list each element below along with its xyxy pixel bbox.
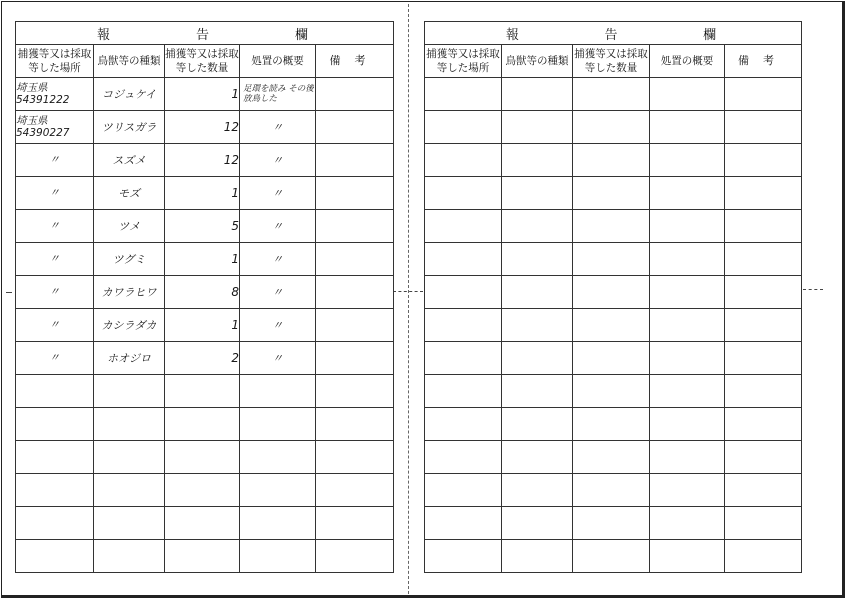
cell-species — [502, 540, 573, 573]
cell-treatment: 〃 — [240, 210, 316, 243]
header-remarks: 備考 — [316, 45, 394, 78]
cell-location — [16, 474, 94, 507]
cell-location — [16, 507, 94, 540]
table-row — [16, 408, 394, 441]
table-row — [425, 210, 802, 243]
cell-location — [16, 441, 94, 474]
cell-species — [502, 144, 573, 177]
cell-location — [425, 540, 502, 573]
cell-location — [425, 507, 502, 540]
header-location: 捕獲等又は採取等した場所 — [425, 45, 502, 78]
cell-remarks — [316, 210, 394, 243]
cell-remarks — [725, 276, 802, 309]
cell-treatment: 〃 — [240, 276, 316, 309]
cell-treatment: 〃 — [240, 309, 316, 342]
cell-remarks — [316, 408, 394, 441]
cell-species: コジュケイ — [94, 78, 165, 111]
cell-species: モズ — [94, 177, 165, 210]
cell-quantity — [573, 111, 650, 144]
table-row — [16, 375, 394, 408]
location-line: 〃 — [49, 187, 60, 199]
table-row — [425, 177, 802, 210]
cell-treatment — [650, 408, 725, 441]
table-row — [16, 309, 394, 342]
cell-quantity — [165, 375, 240, 408]
cell-location — [16, 309, 94, 342]
cell-location — [16, 111, 94, 144]
cell-quantity — [573, 309, 650, 342]
cell-treatment — [240, 375, 316, 408]
table-row — [16, 78, 394, 111]
cell-quantity: 8 — [165, 276, 240, 309]
header-species: 鳥獣等の種類 — [94, 45, 165, 78]
table-row — [425, 507, 802, 540]
table-row — [425, 474, 802, 507]
report-body-left — [16, 78, 394, 573]
cell-remarks — [316, 540, 394, 573]
cell-quantity — [165, 474, 240, 507]
header-quantity: 捕獲等又は採取等した数量 — [573, 45, 650, 78]
cell-location — [425, 78, 502, 111]
cell-treatment: 〃 — [240, 111, 316, 144]
cell-quantity — [165, 441, 240, 474]
report-title: 報 告 欄 — [425, 22, 802, 45]
table-row — [425, 375, 802, 408]
cell-quantity: 2 — [165, 342, 240, 375]
cell-treatment — [650, 540, 725, 573]
header-treatment: 処置の概要 — [240, 45, 316, 78]
cell-species: ツメ — [94, 210, 165, 243]
cell-remarks — [725, 309, 802, 342]
cell-species — [502, 342, 573, 375]
fold-line — [408, 4, 409, 594]
cell-quantity — [573, 243, 650, 276]
cell-treatment — [650, 243, 725, 276]
cell-species — [502, 408, 573, 441]
cell-location — [425, 276, 502, 309]
cell-quantity — [573, 375, 650, 408]
table-row — [16, 210, 394, 243]
cell-quantity: 12 — [165, 111, 240, 144]
cell-treatment — [240, 441, 316, 474]
cell-species — [94, 408, 165, 441]
cell-species: ツグミ — [94, 243, 165, 276]
cell-treatment: 〃 — [240, 342, 316, 375]
table-row — [16, 342, 394, 375]
cell-remarks — [316, 507, 394, 540]
fold-mark-left — [6, 292, 12, 293]
cell-species — [94, 507, 165, 540]
cell-treatment — [240, 408, 316, 441]
cell-remarks — [316, 243, 394, 276]
cell-location — [425, 111, 502, 144]
cell-remarks — [316, 78, 394, 111]
cell-species: スズメ — [94, 144, 165, 177]
cell-treatment — [240, 474, 316, 507]
cell-location — [425, 243, 502, 276]
location-line: 〃 — [49, 286, 60, 298]
cell-location — [16, 375, 94, 408]
cell-location — [16, 243, 94, 276]
report-table-left — [15, 21, 394, 573]
cell-remarks — [725, 375, 802, 408]
cell-species — [502, 441, 573, 474]
cell-quantity — [573, 78, 650, 111]
cell-species: ホオジロ — [94, 342, 165, 375]
table-row — [425, 309, 802, 342]
cell-remarks — [725, 408, 802, 441]
table-row — [16, 144, 394, 177]
cell-treatment — [650, 309, 725, 342]
cell-quantity — [573, 540, 650, 573]
cell-species — [502, 243, 573, 276]
cell-quantity — [573, 144, 650, 177]
cell-treatment — [240, 507, 316, 540]
table-row — [16, 276, 394, 309]
location-line: 〃 — [49, 154, 60, 166]
table-row — [425, 342, 802, 375]
cell-location — [16, 408, 94, 441]
cell-treatment: 〃 — [240, 177, 316, 210]
cell-location — [16, 540, 94, 573]
table-row — [425, 441, 802, 474]
header-species: 鳥獣等の種類 — [502, 45, 573, 78]
cell-location — [16, 144, 94, 177]
cell-quantity: 1 — [165, 243, 240, 276]
cell-species — [502, 474, 573, 507]
cell-quantity: 12 — [165, 144, 240, 177]
table-row — [425, 540, 802, 573]
cell-remarks — [316, 276, 394, 309]
cell-species: カシラダカ — [94, 309, 165, 342]
cell-location — [425, 309, 502, 342]
cell-remarks — [725, 78, 802, 111]
cell-treatment — [240, 540, 316, 573]
cell-treatment — [650, 474, 725, 507]
cell-treatment — [650, 210, 725, 243]
location-line: 54390227 — [16, 127, 70, 139]
table-row — [16, 243, 394, 276]
cell-quantity — [573, 276, 650, 309]
cell-treatment — [650, 375, 725, 408]
cell-quantity: 1 — [165, 78, 240, 111]
cell-species — [94, 375, 165, 408]
table-row — [16, 474, 394, 507]
cell-quantity: 1 — [165, 309, 240, 342]
cell-location — [16, 210, 94, 243]
cell-remarks — [316, 111, 394, 144]
location-line: 〃 — [49, 352, 60, 364]
cell-remarks — [725, 540, 802, 573]
table-row — [425, 144, 802, 177]
cell-species — [94, 441, 165, 474]
location-line: 埼玉県 — [16, 115, 48, 127]
header-location: 捕獲等又は採取等した場所 — [16, 45, 94, 78]
header-treatment: 処置の概要 — [650, 45, 725, 78]
cell-species — [502, 177, 573, 210]
cell-treatment — [650, 276, 725, 309]
cell-treatment: 〃 — [240, 144, 316, 177]
cell-remarks — [316, 309, 394, 342]
cell-species: カワラヒワ — [94, 276, 165, 309]
table-row — [16, 111, 394, 144]
cell-treatment — [650, 441, 725, 474]
cell-quantity — [573, 441, 650, 474]
cell-location — [425, 474, 502, 507]
report-table-right — [424, 21, 802, 573]
table-row — [425, 276, 802, 309]
cell-species — [502, 309, 573, 342]
fold-mark-center — [393, 291, 423, 292]
cell-location — [425, 408, 502, 441]
location-line: 〃 — [49, 220, 60, 232]
cell-location — [16, 276, 94, 309]
cell-quantity — [573, 342, 650, 375]
cell-location — [425, 144, 502, 177]
header-remarks: 備考 — [725, 45, 802, 78]
report-title: 報 告 欄 — [16, 22, 394, 45]
cell-treatment — [650, 177, 725, 210]
cell-quantity — [165, 408, 240, 441]
fold-mark-right — [803, 289, 823, 290]
cell-remarks — [725, 177, 802, 210]
cell-quantity: 5 — [165, 210, 240, 243]
cell-species — [94, 540, 165, 573]
cell-location — [16, 78, 94, 111]
table-row — [16, 441, 394, 474]
table-row — [16, 177, 394, 210]
cell-location — [425, 375, 502, 408]
cell-treatment — [650, 342, 725, 375]
cell-quantity — [573, 408, 650, 441]
cell-location — [425, 441, 502, 474]
cell-remarks — [316, 474, 394, 507]
cell-remarks — [725, 474, 802, 507]
cell-treatment: 足環を読み その後放鳥した — [240, 78, 316, 111]
location-line: 埼玉県 — [16, 82, 48, 94]
cell-species: ツリスガラ — [94, 111, 165, 144]
cell-quantity — [573, 177, 650, 210]
cell-location — [425, 342, 502, 375]
cell-species — [502, 111, 573, 144]
table-row — [16, 540, 394, 573]
table-row — [16, 507, 394, 540]
cell-remarks — [316, 342, 394, 375]
cell-location — [425, 177, 502, 210]
cell-location — [425, 210, 502, 243]
cell-remarks — [725, 243, 802, 276]
cell-treatment — [650, 78, 725, 111]
cell-species — [502, 375, 573, 408]
cell-species — [94, 474, 165, 507]
table-row — [425, 78, 802, 111]
cell-species — [502, 507, 573, 540]
location-line: 〃 — [49, 319, 60, 331]
cell-treatment — [650, 507, 725, 540]
table-row — [425, 243, 802, 276]
cell-location — [16, 177, 94, 210]
table-row — [425, 111, 802, 144]
cell-quantity — [573, 507, 650, 540]
location-line: 〃 — [49, 253, 60, 265]
cell-treatment — [650, 111, 725, 144]
cell-quantity — [573, 210, 650, 243]
cell-remarks — [725, 111, 802, 144]
cell-remarks — [316, 144, 394, 177]
cell-quantity: 1 — [165, 177, 240, 210]
cell-species — [502, 78, 573, 111]
cell-treatment: 〃 — [240, 243, 316, 276]
cell-remarks — [725, 210, 802, 243]
report-body-right — [425, 78, 802, 573]
location-line: 54391222 — [16, 94, 70, 106]
cell-quantity — [165, 540, 240, 573]
header-quantity: 捕獲等又は採取等した数量 — [165, 45, 240, 78]
cell-remarks — [316, 177, 394, 210]
table-row — [425, 408, 802, 441]
cell-treatment — [650, 144, 725, 177]
cell-remarks — [725, 342, 802, 375]
cell-species — [502, 276, 573, 309]
cell-remarks — [725, 507, 802, 540]
cell-remarks — [725, 441, 802, 474]
cell-remarks — [316, 441, 394, 474]
cell-species — [502, 210, 573, 243]
cell-quantity — [165, 507, 240, 540]
cell-quantity — [573, 474, 650, 507]
cell-remarks — [316, 375, 394, 408]
cell-remarks — [725, 144, 802, 177]
cell-location — [16, 342, 94, 375]
